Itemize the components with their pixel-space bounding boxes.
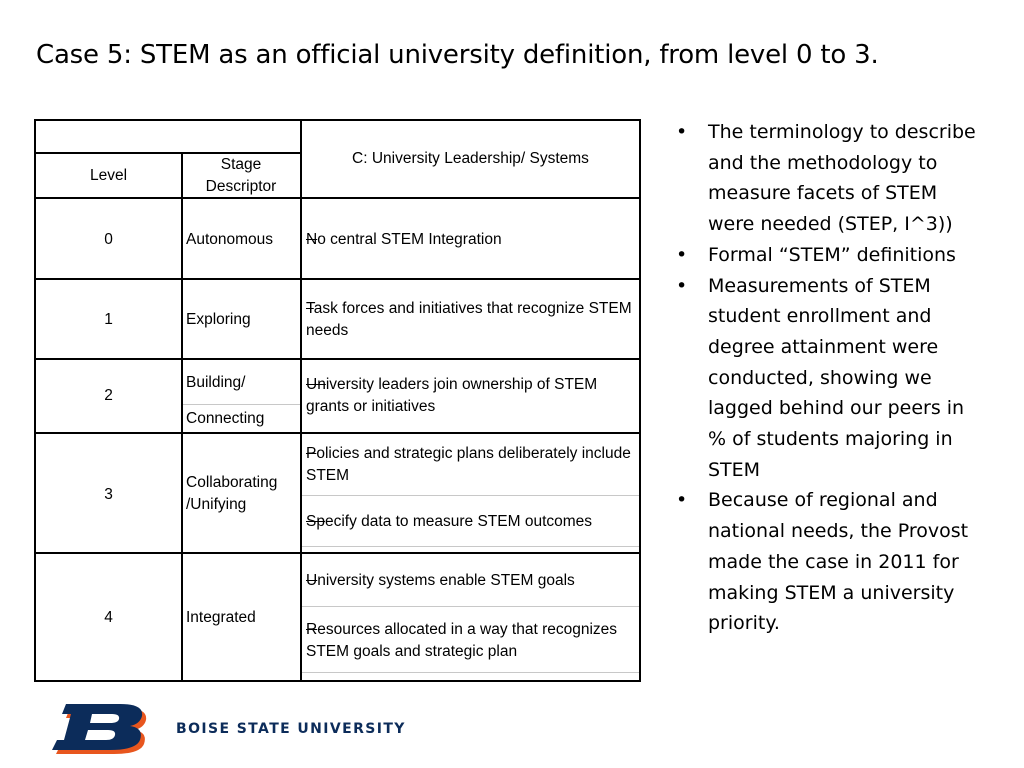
bronco-b-logo-icon: [52, 704, 162, 754]
row-1-level: 1: [104, 311, 113, 328]
row-1-item: Task forces and initiatives that recognize STEM needs: [306, 300, 632, 339]
bullet-dot-icon: •: [676, 274, 688, 297]
bullet-dot-icon: •: [676, 243, 688, 266]
bullet-item: • Measurements of STEM student enrollment and degree attainment were conducted, showing we lagged behind our peers in % of students majoring in STEM: [676, 271, 988, 486]
header-column-c: C: University Leadership/ Systems: [352, 150, 589, 167]
slide-title: Case 5: STEM as an official university definition, from level 0 to 3.: [36, 40, 879, 70]
row-2-level: 2: [104, 387, 113, 404]
bullet-item: • Because of regional and national needs, the Provost made the case in 2011 for making STEM a university priority.: [676, 485, 988, 639]
row-4-stage: Integrated: [186, 609, 256, 626]
row-2-stage-b: Connecting: [186, 410, 265, 427]
header-stage-descriptor: Stage Descriptor: [205, 156, 277, 195]
stem-levels-table: [34, 119, 641, 682]
row-1-stage: Exploring: [186, 311, 251, 328]
row-3-stage: Collaborating /Unifying: [186, 474, 278, 513]
row-3-level: 3: [104, 486, 113, 503]
bullet-item: • Formal “STEM” definitions: [676, 240, 988, 271]
bullet-dot-icon: •: [676, 489, 688, 512]
row-0-stage: Autonomous: [186, 231, 274, 248]
row-0-item: No central STEM Integration: [306, 231, 502, 248]
row-2-stage-a: Building/: [186, 374, 246, 391]
row-2-item: University leaders join ownership of STEM grants or initiatives: [306, 376, 598, 415]
logo-wordmark: BOISE STATE UNIVERSITY: [176, 721, 406, 737]
bullet-list: [676, 117, 988, 639]
bullet-dot-icon: •: [676, 121, 688, 143]
row-3-item-1: Policies and strategic plans deliberately include STEM: [306, 445, 631, 484]
row-4-level: 4: [104, 609, 113, 626]
row-4-item-2: Resources allocated in a way that recognizes STEM goals and strategic plan: [306, 621, 618, 660]
row-3-item-2: Specify data to measure STEM outcomes: [306, 513, 593, 530]
header-level: Level: [89, 167, 128, 184]
boise-state-logo: [52, 704, 406, 754]
bullet-item: • The terminology to describe and the methodology to measure facets of STEM were needed (STEP, I^3)): [676, 117, 988, 240]
row-4-item-1: University systems enable STEM goals: [306, 572, 575, 589]
row-0-level: 0: [104, 231, 113, 248]
